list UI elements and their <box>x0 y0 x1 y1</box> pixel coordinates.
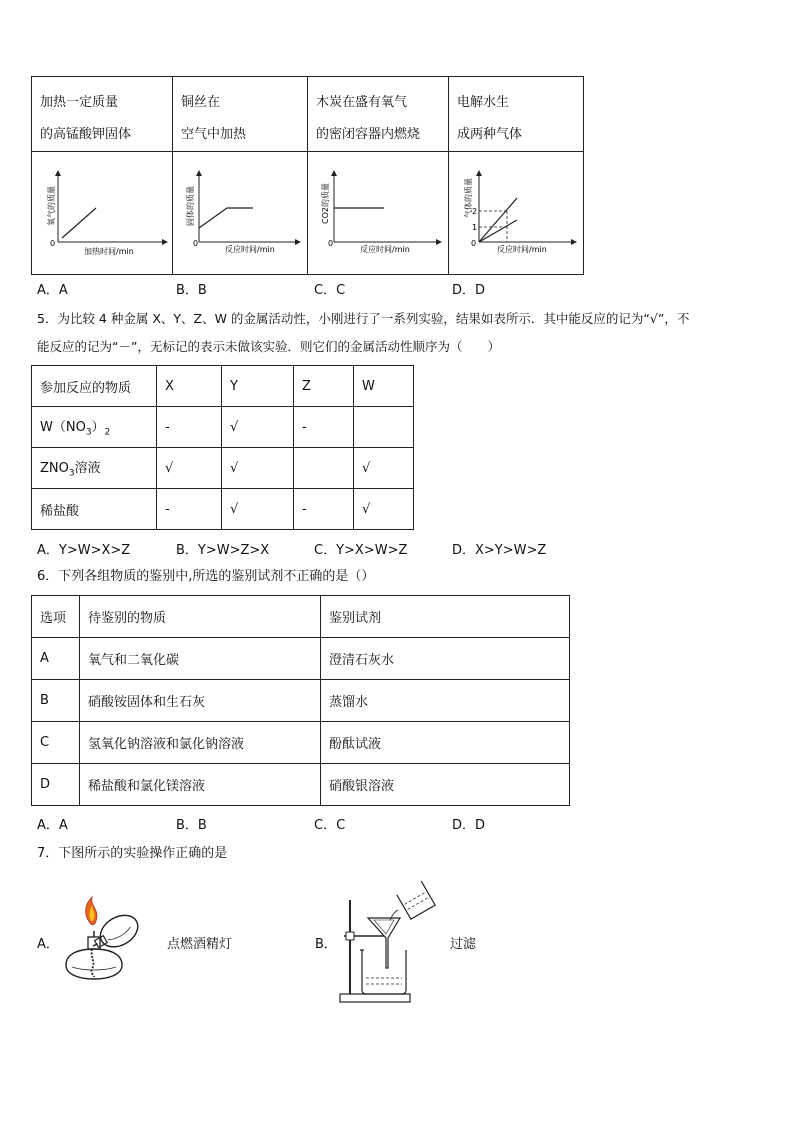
q4-header-line2: 空气中加热 <box>181 127 247 142</box>
q6-cell: C <box>32 722 80 764</box>
alcohol-lamp-illustration <box>60 895 150 987</box>
graph-d-origin: 0 <box>471 239 477 248</box>
q4-graph-cell <box>32 152 173 275</box>
graph-a-ylabel: 氧气的质量 <box>47 186 56 226</box>
q6-option-b[interactable]: B．B <box>176 818 207 833</box>
graph-d-ylabel: 气体的质量 <box>464 178 473 218</box>
q5-cell: - <box>294 489 354 530</box>
q5-cell: - <box>294 407 354 448</box>
filtration-illustration <box>336 880 436 1005</box>
q6-option-c[interactable]: C．C <box>314 818 346 833</box>
graph-a-xlabel: 加热时间/min <box>84 247 134 256</box>
table-row <box>32 489 414 530</box>
q4-header-cell <box>308 77 449 152</box>
q6-cell: A <box>32 638 80 680</box>
table-row <box>32 764 570 806</box>
q4-option-c[interactable]: C．C <box>314 283 346 298</box>
q6-table <box>31 595 570 806</box>
q7-option-a-caption: 点燃酒精灯 <box>167 937 233 952</box>
q5-table <box>31 365 414 530</box>
q6-stem: 6．下列各组物质的鉴别中,所选的鉴别试剂不正确的是（） <box>37 569 375 584</box>
graph-b <box>173 152 307 270</box>
table-row <box>32 448 414 489</box>
q6-cell: D <box>32 764 80 806</box>
q4-header-line2: 的高锰酸钾固体 <box>40 127 132 142</box>
q6-cell: 硝酸银溶液 <box>321 764 570 806</box>
q5-cell: √ <box>354 489 414 530</box>
q5-cell: - <box>157 489 222 530</box>
q5-header-cell: Z <box>294 366 354 407</box>
q5-header-cell: 参加反应的物质 <box>32 366 157 407</box>
q6-option-a[interactable]: A．A <box>37 818 68 833</box>
q4-graph-cell <box>308 152 449 275</box>
q4-header-cell <box>32 77 173 152</box>
q5-option-b[interactable]: B．Y>W>Z>X <box>176 543 270 558</box>
q7-option-b-label[interactable]: B． <box>315 937 337 952</box>
q4-option-a[interactable]: A．A <box>37 283 68 298</box>
q4-header-line2: 的密闭容器内燃烧 <box>316 127 421 142</box>
q4-header-line2: 成两种气体 <box>457 127 523 142</box>
q7-option-a-label[interactable]: A． <box>37 937 59 952</box>
q5-option-c[interactable]: C．Y>X>W>Z <box>314 543 408 558</box>
q5-row-name: 稀盐酸 <box>32 489 157 530</box>
graph-d-xlabel: 反应时间/min <box>497 245 547 254</box>
q4-option-b[interactable]: B．B <box>176 283 207 298</box>
q5-header-cell: X <box>157 366 222 407</box>
graph-a-line <box>62 208 96 238</box>
graph-b-ylabel: 固体的质量 <box>186 186 195 226</box>
q5-cell <box>354 407 414 448</box>
q5-row-name: $W(NO_3)_2$ <box>32 407 157 448</box>
q5-row-name: $ZNO_3$溶液 <box>32 448 157 489</box>
q4-header-cell <box>173 77 308 152</box>
q4-header-cell <box>449 77 584 152</box>
q4-graph-cell <box>449 152 584 275</box>
graph-c <box>308 152 448 270</box>
table-row <box>32 407 414 448</box>
graph-a <box>32 152 172 270</box>
q5-cell: - <box>157 407 222 448</box>
q5-cell: √ <box>222 448 294 489</box>
q4-header-line1: 铜丝在 <box>181 95 221 110</box>
q6-cell: B <box>32 680 80 722</box>
q4-table <box>31 76 584 275</box>
q5-stem-line2: 能反应的记为“－”，无标记的表示未做该实验．则它们的金属活动性顺序为（ ） <box>37 339 500 354</box>
graph-d <box>449 152 583 270</box>
q5-cell: √ <box>222 407 294 448</box>
q5-cell: √ <box>222 489 294 530</box>
q6-header-cell: 鉴别试剂 <box>321 596 570 638</box>
q6-cell: 氧气和二氧化碳 <box>80 638 321 680</box>
table-row <box>32 638 570 680</box>
q6-option-d[interactable]: D．D <box>452 818 486 833</box>
graph-d-line-upper <box>479 198 517 242</box>
q6-cell: 硝酸铵固体和生石灰 <box>80 680 321 722</box>
q5-option-a[interactable]: A．Y>W>X>Z <box>37 543 131 558</box>
q4-graph-cell <box>173 152 308 275</box>
q7-stem: 7．下图所示的实验操作正确的是 <box>37 846 228 861</box>
q4-option-d[interactable]: D．D <box>452 283 486 298</box>
q5-cell: √ <box>354 448 414 489</box>
q6-header-cell: 选项 <box>32 596 80 638</box>
graph-a-origin: 0 <box>50 239 56 248</box>
q5-stem <box>37 308 777 358</box>
q5-cell: √ <box>157 448 222 489</box>
q6-cell: 氢氧化钠溶液和氯化钠溶液 <box>80 722 321 764</box>
graph-c-origin: 0 <box>328 239 334 248</box>
graph-b-origin: 0 <box>193 239 199 248</box>
q5-header-cell: W <box>354 366 414 407</box>
table-row <box>32 680 570 722</box>
q6-cell: 澄清石灰水 <box>321 638 570 680</box>
graph-c-xlabel: 反应时间/min <box>360 245 410 254</box>
graph-d-tick-2: 2 <box>472 207 478 216</box>
graph-d-line-lower <box>479 220 517 242</box>
q4-header-line1: 木炭在盛有氧气 <box>316 95 408 110</box>
q6-cell: 蒸馏水 <box>321 680 570 722</box>
q5-header-cell: Y <box>222 366 294 407</box>
q5-cell <box>294 448 354 489</box>
graph-c-ylabel: CO2的质量 <box>321 183 330 224</box>
q4-header-line1: 加热一定质量 <box>40 95 119 110</box>
q5-option-d[interactable]: D．X>Y>W>Z <box>452 543 547 558</box>
q5-stem-line1: 5．为比较 4 种金属 X、Y、Z、W 的金属活动性，小刚进行了一系列实验，结果如表所示．其中能反应的记为“√”，不 <box>37 311 690 326</box>
q6-cell: 稀盐酸和氯化镁溶液 <box>80 764 321 806</box>
graph-d-tick-1: 1 <box>472 223 478 232</box>
q6-header-cell: 待鉴别的物质 <box>80 596 321 638</box>
q4-header-line1: 电解水生 <box>457 95 510 110</box>
table-row <box>32 722 570 764</box>
graph-b-line <box>199 208 253 228</box>
graph-b-xlabel: 反应时间/min <box>225 245 275 254</box>
q7-option-b-caption: 过滤 <box>450 937 477 952</box>
q6-cell: 酚酞试液 <box>321 722 570 764</box>
